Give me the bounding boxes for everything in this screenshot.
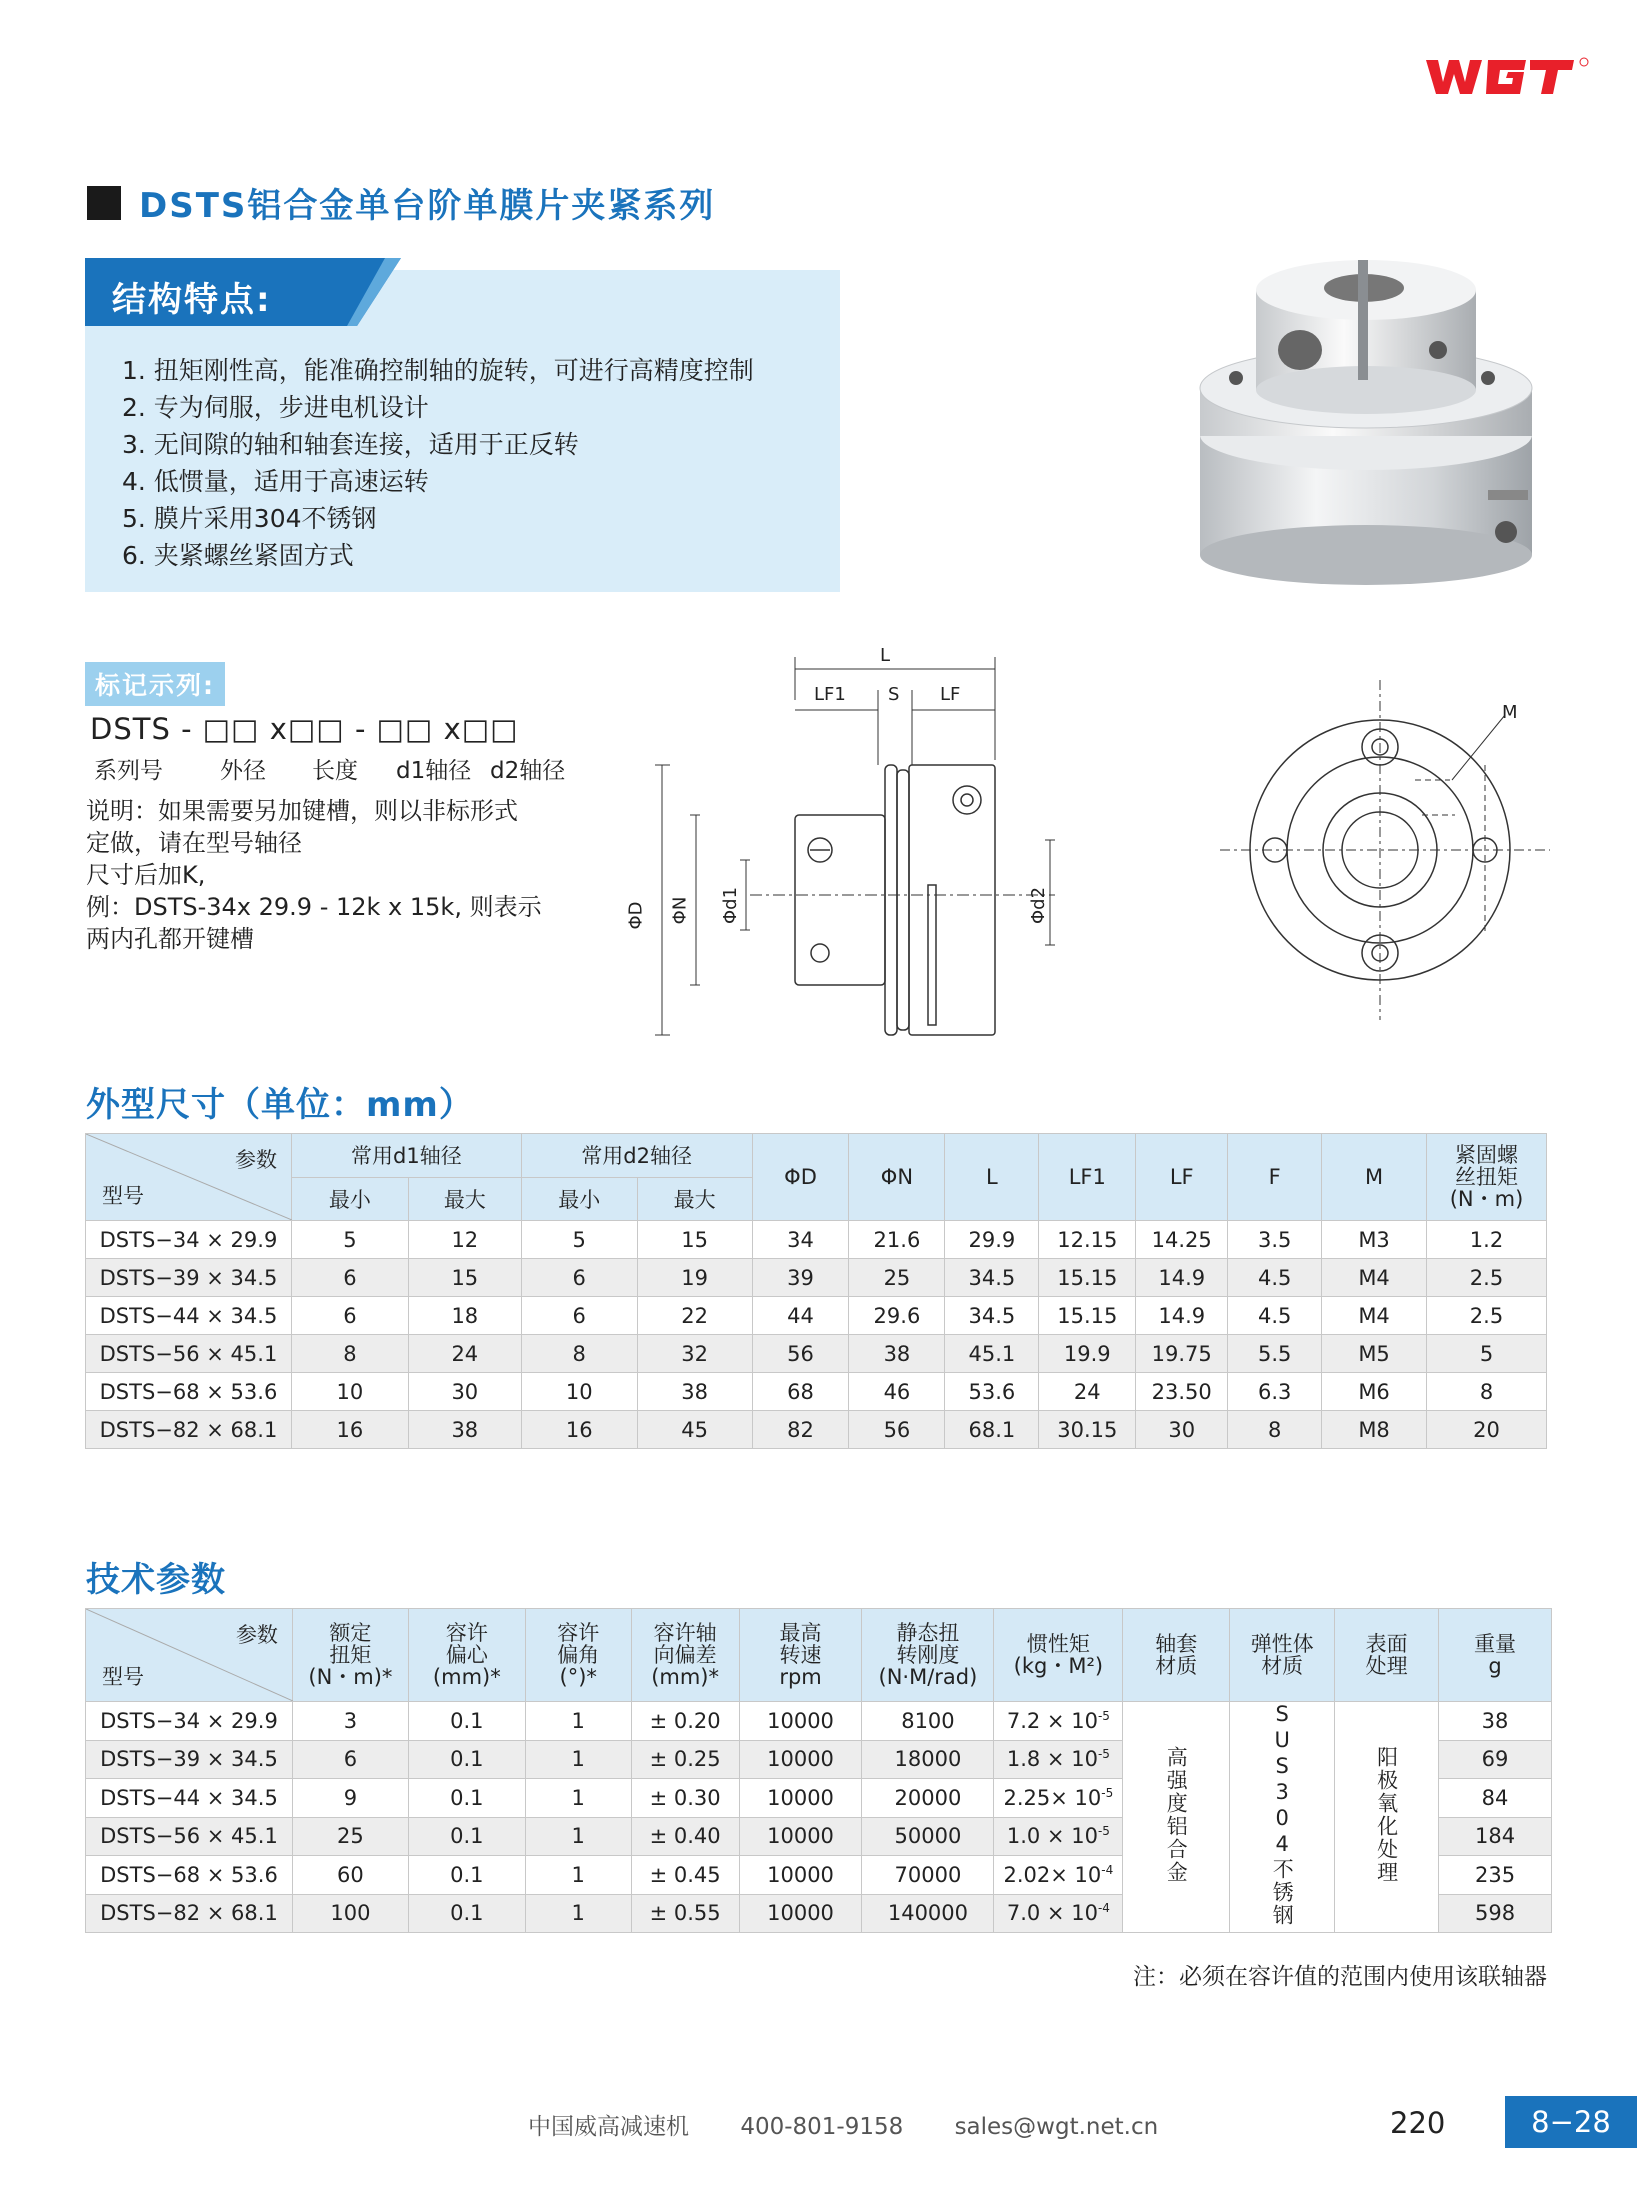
header-line: 紧固螺 (1455, 1143, 1518, 1167)
table-header-row (86, 1134, 1547, 1178)
table-cell: 6.3 (1228, 1373, 1322, 1411)
table-row (86, 1373, 1547, 1411)
table-cell: 21.6 (849, 1221, 945, 1259)
table-cell: 0.1 (408, 1817, 525, 1856)
header-model: 型号 (102, 1665, 144, 1689)
footer-email: sales@wgt.net.cn (954, 2114, 1159, 2140)
dim-m-label: M (1502, 702, 1518, 723)
label-d2: d2轴径 (490, 758, 566, 784)
surface-text: 阳极氧化处理 (1372, 1746, 1402, 1884)
model-cell: DSTS−39 × 34.5 (86, 1740, 293, 1779)
wgt-logo (1424, 52, 1594, 100)
table-cell: M4 (1322, 1259, 1427, 1297)
table-cell: M4 (1322, 1297, 1427, 1335)
dims-table (85, 1133, 1547, 1449)
table-cell: 39 (752, 1259, 849, 1297)
header-line: 转速 (779, 1643, 822, 1667)
table-cell: ± 0.55 (631, 1894, 739, 1933)
inertia-cell (994, 1894, 1123, 1933)
table-cell: 24 (1039, 1373, 1136, 1411)
table-row (86, 1297, 1547, 1335)
tech-table (85, 1608, 1552, 1933)
weight-cell: 598 (1439, 1894, 1552, 1933)
table-cell: 38 (637, 1373, 752, 1411)
list-item: 3. 无间隙的轴和轴套连接，适用于正反转 (122, 430, 579, 459)
header-d1: 常用d1轴径 (291, 1134, 521, 1178)
table-cell: 8 (1427, 1373, 1547, 1411)
table-row (86, 1335, 1547, 1373)
table-cell: 12.15 (1039, 1221, 1136, 1259)
header-cell (408, 1609, 525, 1702)
front-view (1220, 680, 1550, 1020)
table-cell: 30.15 (1039, 1411, 1136, 1449)
table-cell: 38 (408, 1411, 521, 1449)
label-series: 系列号 (94, 758, 163, 784)
page-number: 220 (1390, 2106, 1446, 2140)
table-cell: 20 (1427, 1411, 1547, 1449)
header-line: 最高 (779, 1621, 822, 1645)
table-cell: 1 (525, 1817, 631, 1856)
model-cell: DSTS−68 × 53.6 (86, 1373, 292, 1411)
table-cell: 23.50 (1136, 1373, 1228, 1411)
header-cell (739, 1609, 862, 1702)
table-cell: 10000 (739, 1740, 862, 1779)
label-od: 外径 (220, 758, 266, 784)
table-cell: 56 (849, 1411, 945, 1449)
inertia-exponent: -5 (1097, 1747, 1110, 1762)
table-cell: 30 (408, 1373, 521, 1411)
model-cell: DSTS−44 × 34.5 (86, 1779, 293, 1818)
header-line: 表面 (1365, 1632, 1408, 1656)
table-cell: 1 (525, 1894, 631, 1933)
header-line: (kg・M²) (1013, 1654, 1104, 1678)
table-cell: 70000 (862, 1856, 994, 1895)
header-cell (631, 1609, 739, 1702)
table-cell: 10 (521, 1373, 637, 1411)
inertia-cell (994, 1740, 1123, 1779)
table-cell: M8 (1322, 1411, 1427, 1449)
hub-material-text: 高强度铝合金 (1161, 1746, 1191, 1884)
inertia-base: 1.0 × 10 (1006, 1824, 1098, 1849)
header-line: 材质 (1155, 1654, 1198, 1678)
table-cell: 1 (525, 1740, 631, 1779)
table-cell: ± 0.45 (631, 1856, 739, 1895)
header-cell (292, 1609, 408, 1702)
table-cell: 34.5 (945, 1297, 1039, 1335)
table-header-row (86, 1609, 1552, 1702)
inertia-base: 7.2 × 10 (1006, 1708, 1098, 1733)
table-cell: 2.5 (1427, 1259, 1547, 1297)
table-cell: 3.5 (1228, 1221, 1322, 1259)
table-cell: 16 (521, 1411, 637, 1449)
corner-cell (86, 1609, 293, 1702)
table-row (86, 1259, 1547, 1297)
table-cell: 0.1 (408, 1740, 525, 1779)
table-cell: 2.5 (1427, 1297, 1547, 1335)
header-cell: LF1 (1039, 1134, 1136, 1221)
weight-cell: 38 (1439, 1702, 1552, 1741)
inertia-cell (994, 1856, 1123, 1895)
table-cell: 10000 (739, 1702, 862, 1741)
header-line: 容许 (557, 1621, 600, 1645)
table-cell: 8 (1228, 1411, 1322, 1449)
table-cell: 1 (525, 1779, 631, 1818)
header-line: 弹性体 (1250, 1632, 1314, 1656)
table-cell: 15 (408, 1259, 521, 1297)
model-cell: DSTS−34 × 29.9 (86, 1702, 293, 1741)
table-cell: 60 (292, 1856, 408, 1895)
footer-company: 中国威高减速机 (528, 2114, 689, 2140)
table-cell: 53.6 (945, 1373, 1039, 1411)
header-line: 容许 (445, 1621, 488, 1645)
note-line: 两内孔都开键槽 (86, 925, 254, 953)
table-cell: 8 (521, 1335, 637, 1373)
model-cell: DSTS−56 × 45.1 (86, 1335, 292, 1373)
header-line: 偏角 (557, 1643, 600, 1667)
label-d1: d1轴径 (396, 758, 472, 784)
table-cell: 15.15 (1039, 1297, 1136, 1335)
table-cell: 50000 (862, 1817, 994, 1856)
table-cell: ± 0.40 (631, 1817, 739, 1856)
model-cell: DSTS−82 × 68.1 (86, 1894, 293, 1933)
header-line: 惯性矩 (1026, 1632, 1090, 1656)
table-row (86, 1411, 1547, 1449)
header-param: 参数 (234, 1148, 277, 1172)
table-cell: 29.9 (945, 1221, 1039, 1259)
table-cell: ± 0.30 (631, 1779, 739, 1818)
note-line: 尺寸后加K, (86, 861, 206, 889)
table-cell: 1.2 (1427, 1221, 1547, 1259)
model-cell: DSTS−44 × 34.5 (86, 1297, 292, 1335)
header-line: (mm)* (432, 1665, 501, 1689)
header-cell: M (1322, 1134, 1427, 1221)
table-cell: 10000 (739, 1894, 862, 1933)
table-cell: 14.9 (1136, 1297, 1228, 1335)
list-item: 5. 膜片采用304不锈钢 (122, 504, 377, 533)
table-cell: 6 (292, 1740, 408, 1779)
table-cell: 0.1 (408, 1856, 525, 1895)
inertia-base: 7.0 × 10 (1006, 1901, 1098, 1926)
table-cell: 100 (292, 1894, 408, 1933)
usage-note: 注：必须在容许值的范围内使用该联轴器 (1133, 1964, 1547, 1990)
weight-cell: 235 (1439, 1856, 1552, 1895)
header-max: 最大 (408, 1177, 521, 1221)
dims-body (86, 1221, 1547, 1449)
page-code: 8−28 (1505, 2096, 1637, 2148)
table-cell: 0.1 (408, 1894, 525, 1933)
table-cell: 22 (637, 1297, 752, 1335)
header-line: (N·M/rad) (878, 1665, 978, 1689)
weight-cell: 184 (1439, 1817, 1552, 1856)
table-cell: 19.9 (1039, 1335, 1136, 1373)
table-cell: 10 (291, 1373, 408, 1411)
list-item: 2. 专为伺服，步进电机设计 (122, 393, 429, 422)
header-d2: 常用d2轴径 (521, 1134, 752, 1178)
dim-lf1-label: LF1 (814, 684, 846, 705)
page-title: DSTS铝合金单台阶单膜片夹紧系列 (139, 186, 716, 226)
header-line: 重量 (1474, 1632, 1517, 1656)
inertia-cell (994, 1817, 1123, 1856)
table-cell: 4.5 (1228, 1297, 1322, 1335)
table-row (86, 1221, 1547, 1259)
table-cell: 19 (637, 1259, 752, 1297)
technical-drawing (610, 645, 1610, 1045)
corner-cell (86, 1134, 292, 1221)
weight-cell: 84 (1439, 1779, 1552, 1818)
list-item: 1. 扭矩刚性高，能准确控制轴的旋转，可进行高精度控制 (122, 356, 754, 385)
material-cell (1230, 1702, 1335, 1933)
model-cell: DSTS−56 × 45.1 (86, 1817, 293, 1856)
header-param: 参数 (235, 1623, 278, 1647)
table-cell: 8100 (862, 1702, 994, 1741)
table-cell: 15.15 (1039, 1259, 1136, 1297)
note-line: 说明：如果需要另加键槽，则以非标形式 (86, 797, 518, 825)
header-line: 轴套 (1155, 1632, 1198, 1656)
dim-s-label: S (888, 684, 900, 705)
table-cell: 45 (637, 1411, 752, 1449)
header-line: (N・m) (1449, 1187, 1524, 1211)
table-row (86, 1702, 1552, 1741)
header-line: rpm (779, 1665, 822, 1689)
table-cell: 38 (849, 1335, 945, 1373)
note-line: 定做，请在型号轴径 (86, 829, 302, 857)
table-cell: 10000 (739, 1779, 862, 1818)
list-item: 4. 低惯量，适用于高速运转 (122, 467, 429, 496)
table-cell: 24 (408, 1335, 521, 1373)
header-cell: ΦN (849, 1134, 945, 1221)
table-cell: 45.1 (945, 1335, 1039, 1373)
header-cell (1335, 1609, 1439, 1702)
dim-lf-label: LF (940, 684, 961, 705)
header-line: 材质 (1261, 1654, 1304, 1678)
label-length: 长度 (312, 758, 358, 784)
table-cell: 12 (408, 1221, 521, 1259)
dim-d1-label: Φd1 (720, 886, 742, 925)
table-cell: 6 (291, 1297, 408, 1335)
header-cell (1230, 1609, 1335, 1702)
table-cell: 14.25 (1136, 1221, 1228, 1259)
header-line: g (1488, 1654, 1502, 1678)
header-line: 向偏差 (653, 1643, 717, 1667)
header-min: 最小 (521, 1177, 637, 1221)
header-min: 最小 (291, 1177, 408, 1221)
note-line: 例：DSTS-34x 29.9 - 12k x 15k, 则表示 (86, 893, 542, 921)
elastic-material-text: SUS304不锈钢 (1267, 1702, 1297, 1927)
material-cell (1123, 1702, 1230, 1933)
header-cell: F (1228, 1134, 1322, 1221)
header-line: (mm)* (651, 1665, 720, 1689)
model-cell: DSTS−68 × 53.6 (86, 1856, 293, 1895)
footer-phone: 400-801-9158 (740, 2114, 904, 2140)
header-line: (°)* (559, 1665, 597, 1689)
weight-cell: 69 (1439, 1740, 1552, 1779)
tech-heading: 技术参数 (86, 1560, 226, 1600)
header-line: 丝扭矩 (1455, 1165, 1518, 1189)
table-cell: 5 (521, 1221, 637, 1259)
feature-list (122, 352, 754, 574)
table-cell: 15 (637, 1221, 752, 1259)
table-cell: 44 (752, 1297, 849, 1335)
table-cell: 25 (292, 1817, 408, 1856)
header-model: 型号 (102, 1184, 144, 1208)
table-cell: 0.1 (408, 1702, 525, 1741)
inertia-base: 2.25× 10 (1003, 1785, 1102, 1810)
table-cell: 68 (752, 1373, 849, 1411)
table-cell: 18 (408, 1297, 521, 1335)
table-cell: 68.1 (945, 1411, 1039, 1449)
marking-code: DSTS - □□ x□□ - □□ x□□ (90, 712, 519, 746)
table-cell: 10000 (739, 1856, 862, 1895)
header-line: 静态扭 (896, 1621, 960, 1645)
header-line: 处理 (1365, 1654, 1408, 1678)
header-cell (994, 1609, 1123, 1702)
marking-heading: 标记示列: (85, 662, 225, 706)
dims-heading: 外型尺寸（单位：mm） (86, 1085, 474, 1125)
table-cell: 4.5 (1228, 1259, 1322, 1297)
table-cell: 16 (291, 1411, 408, 1449)
list-item: 6. 夹紧螺丝紧固方式 (122, 541, 354, 570)
table-cell: 3 (292, 1702, 408, 1741)
inertia-exponent: -4 (1097, 1901, 1110, 1916)
table-cell: 5.5 (1228, 1335, 1322, 1373)
marking-note (86, 795, 586, 955)
header-cell (1123, 1609, 1230, 1702)
model-cell: DSTS−34 × 29.9 (86, 1221, 292, 1259)
inertia-cell (994, 1702, 1123, 1741)
table-cell: 34.5 (945, 1259, 1039, 1297)
table-cell: 18000 (862, 1740, 994, 1779)
section-title (87, 178, 715, 227)
table-cell: 1 (525, 1856, 631, 1895)
header-max: 最大 (637, 1177, 752, 1221)
header-cell (525, 1609, 631, 1702)
model-cell: DSTS−39 × 34.5 (86, 1259, 292, 1297)
inertia-base: 2.02× 10 (1003, 1862, 1102, 1887)
header-cell: ΦD (752, 1134, 849, 1221)
header-cell (1439, 1609, 1552, 1702)
table-cell: ± 0.25 (631, 1740, 739, 1779)
inertia-cell (994, 1779, 1123, 1818)
table-cell: 32 (637, 1335, 752, 1373)
header-line: (N・m)* (308, 1665, 393, 1689)
table-cell: 5 (291, 1221, 408, 1259)
table-cell: 6 (521, 1259, 637, 1297)
dim-d-label: ΦD (625, 901, 647, 930)
header-line: 扭矩 (329, 1643, 372, 1667)
table-cell: 20000 (862, 1779, 994, 1818)
title-square-icon (87, 186, 121, 220)
table-cell: 82 (752, 1411, 849, 1449)
table-cell: 19.75 (1136, 1335, 1228, 1373)
inertia-exponent: -5 (1101, 1785, 1114, 1800)
header-line: 额定 (329, 1621, 372, 1645)
table-cell: 56 (752, 1335, 849, 1373)
dim-l-label: L (880, 645, 891, 666)
inertia-exponent: -5 (1097, 1824, 1110, 1839)
table-cell: 6 (521, 1297, 637, 1335)
table-cell: 0.1 (408, 1779, 525, 1818)
dim-n-label: ΦN (669, 896, 691, 925)
header-line: 偏心 (445, 1643, 488, 1667)
table-cell: ± 0.20 (631, 1702, 739, 1741)
header-cell (862, 1609, 994, 1702)
table-cell: 30 (1136, 1411, 1228, 1449)
side-view (655, 657, 1055, 1035)
header-line: 转刚度 (896, 1643, 960, 1667)
table-cell: 8 (291, 1335, 408, 1373)
table-cell: 34 (752, 1221, 849, 1259)
inertia-base: 1.8 × 10 (1006, 1747, 1098, 1772)
header-torque (1427, 1134, 1547, 1221)
footer-contact (528, 2108, 1202, 2141)
header-cell: L (945, 1134, 1039, 1221)
material-cell (1335, 1702, 1439, 1933)
table-cell: 6 (291, 1259, 408, 1297)
coupling-photo (1188, 250, 1542, 590)
table-cell: 140000 (862, 1894, 994, 1933)
dim-d2-label: Φd2 (1028, 886, 1050, 925)
table-cell: M5 (1322, 1335, 1427, 1373)
table-cell: 25 (849, 1259, 945, 1297)
table-cell: M6 (1322, 1373, 1427, 1411)
inertia-exponent: -5 (1097, 1708, 1110, 1723)
table-cell: 29.6 (849, 1297, 945, 1335)
tech-body (86, 1702, 1552, 1933)
header-cell: LF (1136, 1134, 1228, 1221)
table-cell: 5 (1427, 1335, 1547, 1373)
header-line: 容许轴 (653, 1621, 717, 1645)
table-cell: M3 (1322, 1221, 1427, 1259)
feature-heading: 结构特点: (112, 280, 272, 320)
inertia-exponent: -4 (1101, 1862, 1114, 1877)
table-cell: 1 (525, 1702, 631, 1741)
table-cell: 46 (849, 1373, 945, 1411)
model-cell: DSTS−82 × 68.1 (86, 1411, 292, 1449)
table-cell: 14.9 (1136, 1259, 1228, 1297)
table-cell: 9 (292, 1779, 408, 1818)
table-cell: 10000 (739, 1817, 862, 1856)
